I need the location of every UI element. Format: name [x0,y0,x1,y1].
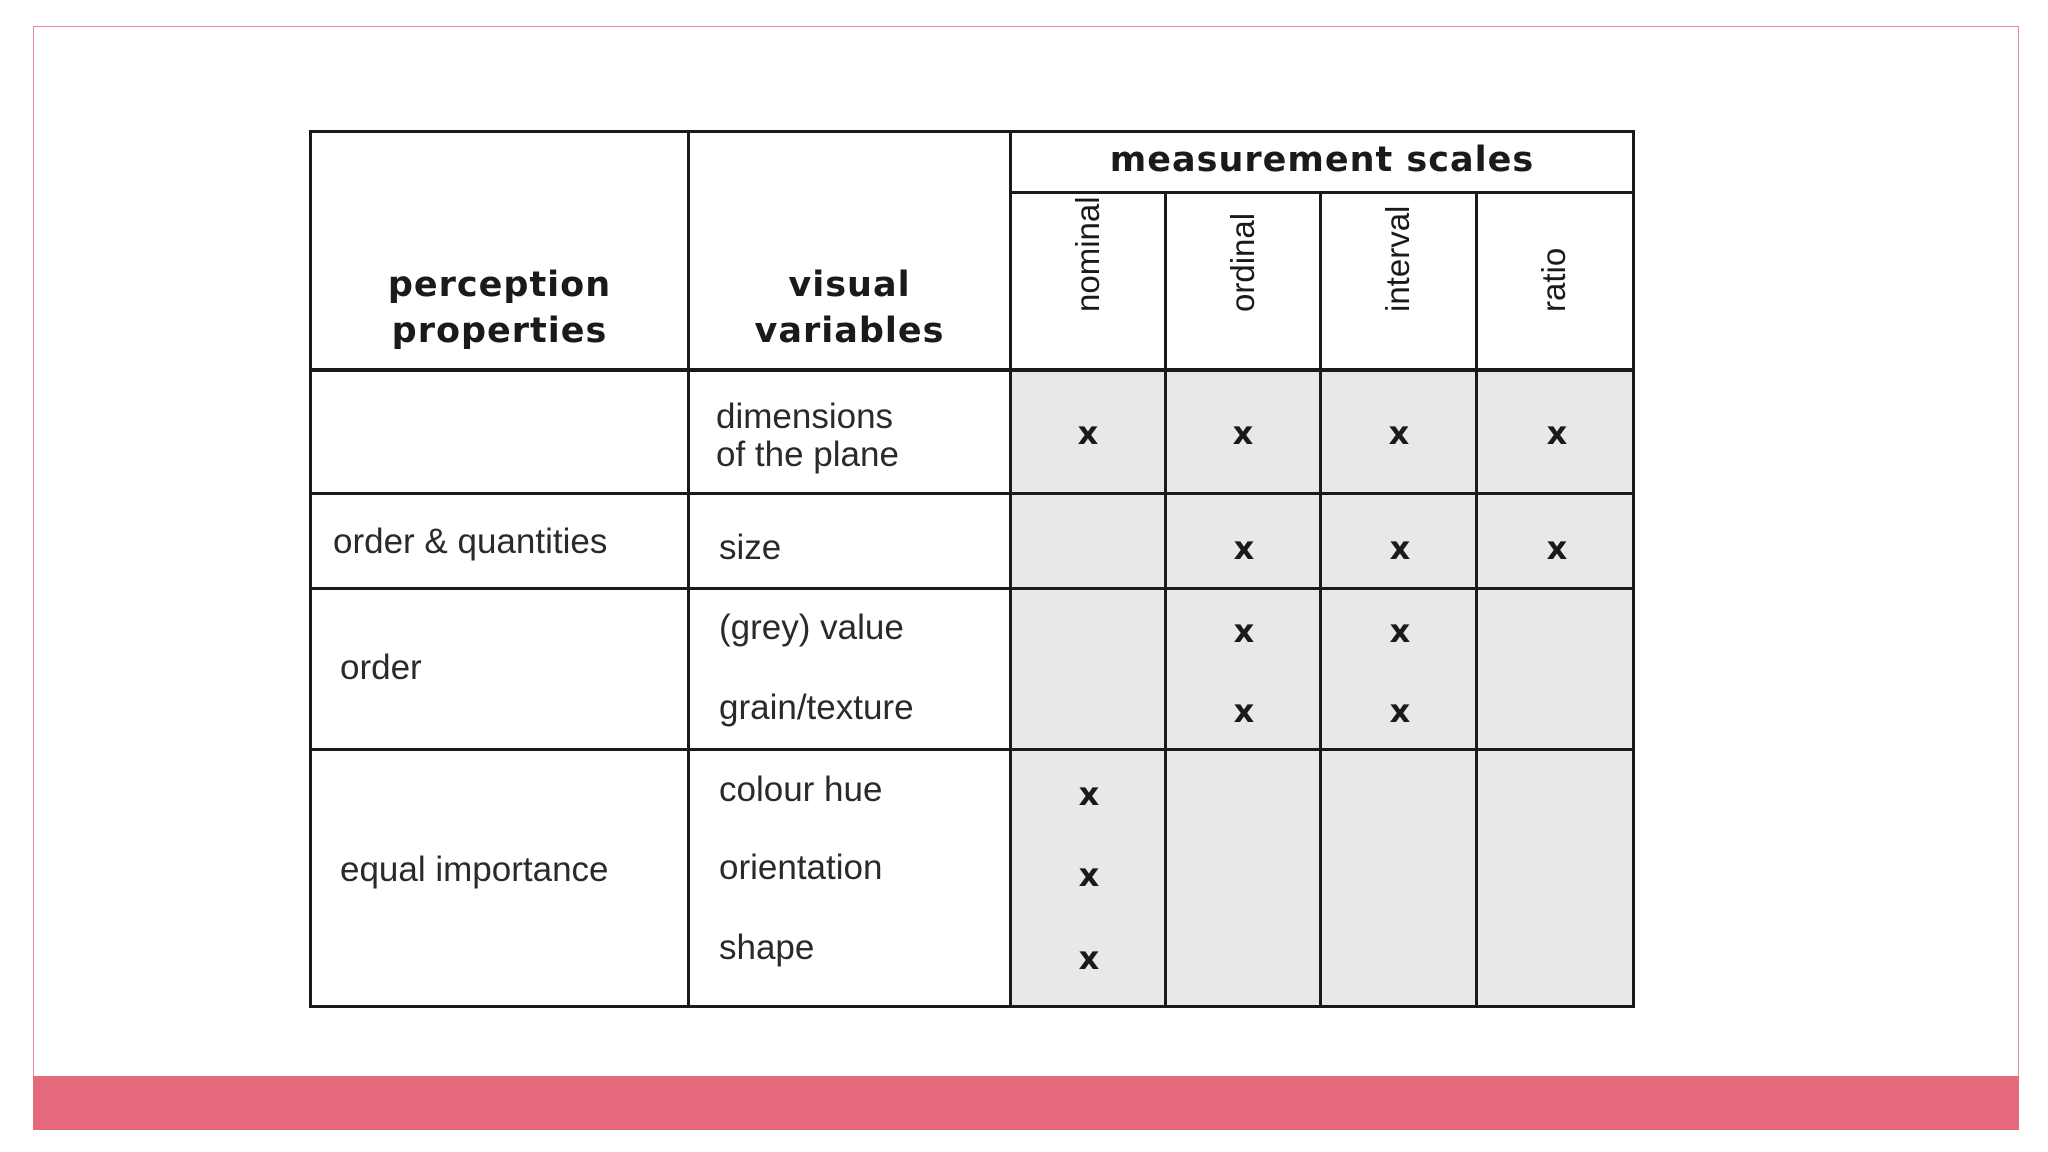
scale-header-interval-cell [1368,150,1428,350]
mark-dimensions-nominal: x [1077,414,1099,452]
mark-grain-texture-ordinal: x [1233,692,1255,730]
mark-grain-texture-interval: x [1389,692,1411,730]
variable-shape: shape [719,928,815,967]
perception-order: order [340,648,422,687]
table-border-right [1632,130,1635,1008]
slide-accent-bar [33,1076,2019,1130]
mark-size-ordinal: x [1233,529,1255,567]
mark-grey-value-ordinal: x [1233,612,1255,650]
visual-variables-header: visual variables [754,265,945,351]
header-bottom-rule [309,368,1635,372]
row-divider-1 [309,492,1635,495]
mark-dimensions-ordinal: x [1232,414,1254,452]
scales-body-shading [1012,372,1632,1007]
column-divider-visual [1009,130,1012,1008]
variable-grey-value: (grey) value [719,608,904,647]
scale-header-nominal: nominal [1069,196,1106,312]
scale-header-ordinal-cell [1213,150,1273,350]
mark-colour-hue-nominal: x [1078,775,1100,813]
measurement-scales-header: measurement scales [1109,140,1535,180]
mark-dimensions-ratio: x [1546,414,1568,452]
mark-size-ratio: x [1546,529,1568,567]
scale-header-ordinal: ordinal [1224,212,1261,312]
variable-grain-texture: grain/texture [719,688,914,727]
perception-order-quantities: order & quantities [333,522,608,561]
scale-header-ratio-cell [1524,150,1584,350]
row-divider-3 [309,748,1635,751]
column-divider-nominal [1164,191,1167,1008]
perception-equal-importance: equal importance [340,850,609,889]
variable-dimensions-of-the-plane: dimensions of the plane [716,397,899,474]
row-divider-2 [309,587,1635,590]
variable-orientation: orientation [719,848,883,887]
mark-size-interval: x [1389,529,1411,567]
table-border-bottom [309,1005,1635,1008]
variable-colour-hue: colour hue [719,770,883,809]
mark-grey-value-interval: x [1389,612,1411,650]
mark-dimensions-interval: x [1388,414,1410,452]
mark-shape-nominal: x [1078,939,1100,977]
scale-header-interval: interval [1379,205,1416,312]
mark-orientation-nominal: x [1078,856,1100,894]
scale-header-ratio: ratio [1535,247,1572,312]
column-divider-interval [1475,191,1478,1008]
column-divider-ordinal [1319,191,1322,1008]
variable-size: size [719,528,782,567]
scale-header-nominal-cell [1058,150,1118,350]
table-border-top [309,130,1635,133]
perception-properties-header: perception properties [387,265,612,351]
